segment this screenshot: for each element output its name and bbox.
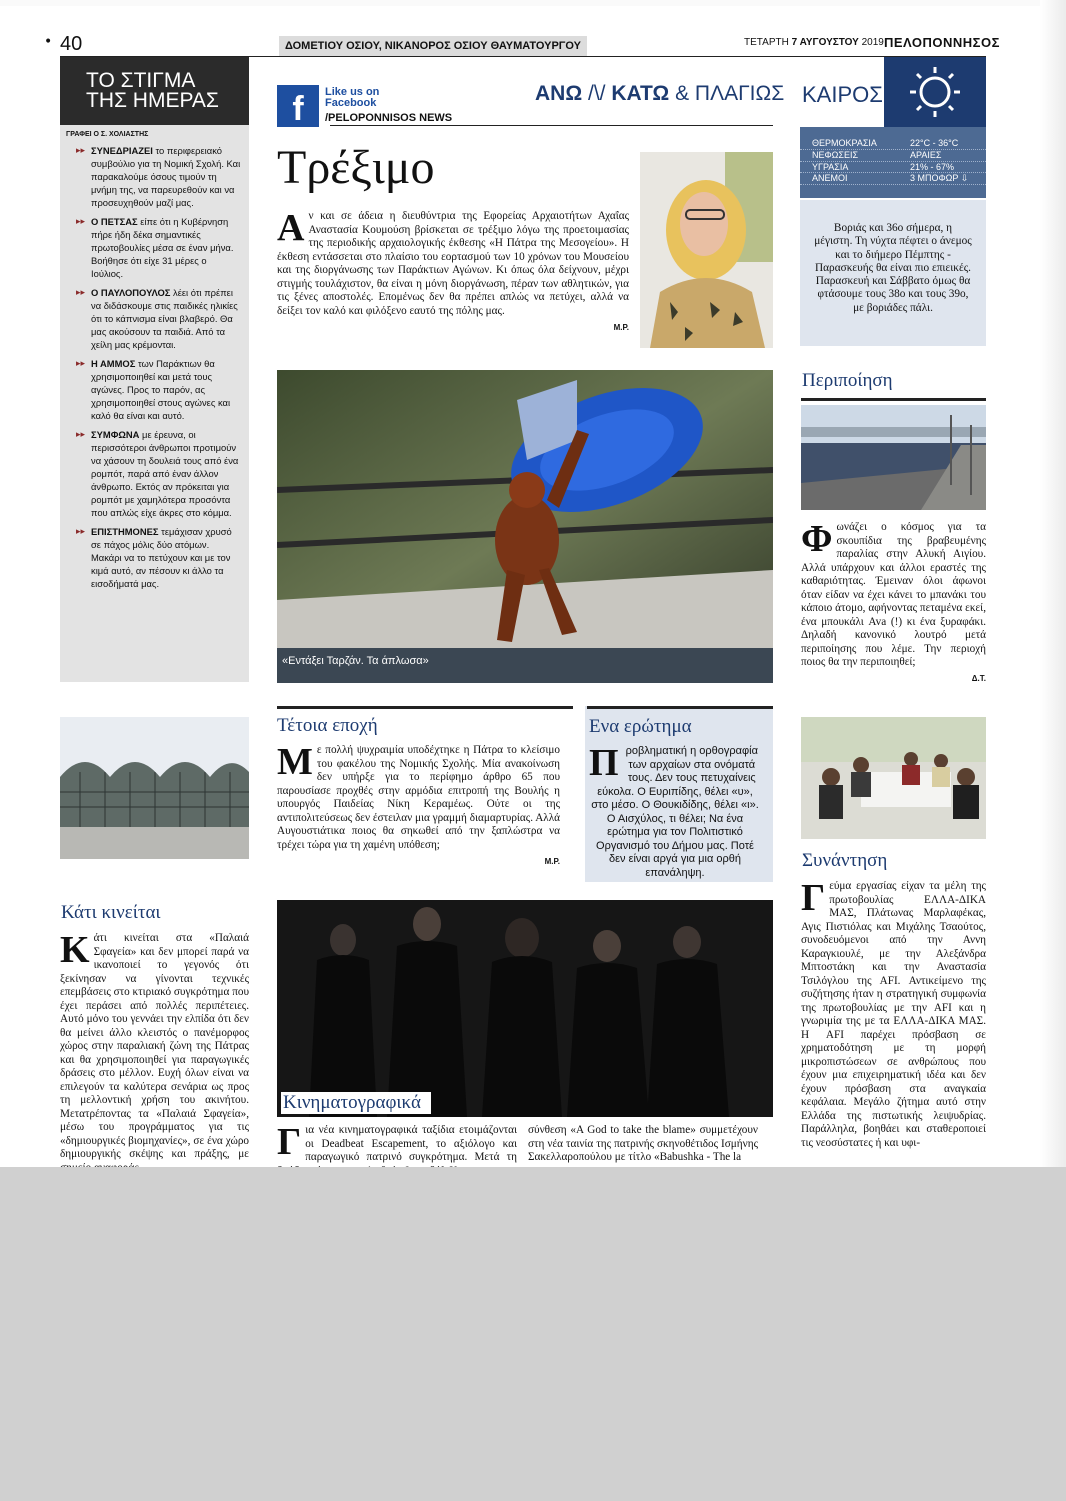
treximo-headline: Τρέξιμο: [277, 141, 435, 194]
section-rule: [277, 706, 573, 709]
section-title: ΑΝΩ /\/ ΚΑΤΩ & ΠΛΑΓΙΩΣ: [535, 82, 785, 105]
section-rule: [330, 125, 773, 126]
facebook-handle: /PELOPONNISOS NEWS: [325, 112, 453, 124]
gossip-item: ▸▸ Ο ΠΕΤΣΑΣ είπε ότι η Κυβέρνηση πήρε ήδη δέκα σημαντικές πρωτοβουλίες μέσα σε έναν μήνα. Βοήθησε ότι είχε 31 μέρες ο Ιούλιος.: [76, 216, 234, 279]
weather-row: ΝΕΦΩΣΕΙΣ ΑΡΑΙΕΣ: [800, 150, 986, 162]
kinimatografika-article-col2: σύνθεση «A God to take the blame» συμμετέχουν στη νέα ταινία της πατρινής σκηνοθέτιδος Ισμήνης Σακελλαροπούλου με τίτλο «Babushka - The la: [528, 1124, 758, 1163]
signature: Δ.Τ.: [971, 673, 986, 683]
synantisi-headline: Συνάντηση: [802, 850, 888, 871]
date: 7 ΑΥΓΟΥΣΤΟΥ: [791, 37, 859, 48]
stigma-title-line1: ΤΟ ΣΤΙΓΜΑ: [86, 69, 196, 92]
dropcap: Α: [277, 207, 305, 249]
dropcap: Κ: [60, 929, 90, 971]
dropcap: Π: [589, 742, 619, 784]
dropcap: Φ: [801, 518, 833, 560]
arrow-bullet-icon: ▸▸: [76, 526, 86, 536]
facebook-like: Like us on Facebook: [325, 86, 380, 109]
arrow-bullet-icon: ▸▸: [76, 145, 86, 155]
dropcap: Γ: [277, 1121, 302, 1163]
section-rule: [801, 398, 986, 401]
gossip-item: ▸▸ ΣΥΜΦΩΝΑ με έρευνα, οι περισσότεροι άνθρωποι προτιμούν να χάσουν τη δουλειά τους από ένα ρομπότ, παρά από έναν άλλον άνθρωπο. Εκτός αν πρόκειται για ρομπότ με χαμηλότερα προσόντα που απλώς είχε άκρες στο κόμμα.: [76, 429, 239, 518]
signature: Μ.Ρ.: [613, 323, 629, 332]
weather-table: [800, 127, 986, 198]
treximo-article: Αν και σε άδεια η διευθύντρια της Εφορείας Αρχαιοτήτων Αχαΐας Αναστασία Κουμούση βρίσκεται σε τρέξιμο λόγω της προετοιμασίας της περιοδικής αρχαιολογικής έκθεσης «Η Πάτρα της Μεσογείου». Η έκθεση εντάσσεται στο πλαίσιο του εορτασμού των 10 χρόνων του Μουσείου και της διοργάνωσης των Παράκτιων Αγώνων. Κι όπως όλα δείχνουν, μέχρι στιγμής τουλάχιστον, θα είναι η μόνη διοργάνωση, πέραν των αθλητικών, για τις ξένες αποστολές. Επομένως δεν θα πρέπει απλώς να πετύχει, αλλά να δείξει τον καλό και φιλόξενο εαυτό της πόλης μας. Μ.Ρ.: [277, 210, 629, 335]
section-rule: [587, 706, 773, 709]
tetoia-article: Με πολλή ψυχραιμία υποδέχτηκε η Πάτρα το κλείσιμο του φακέλου της Νομικής Σχολής. Μία ανακοίνωση δεν υπήρξε για το περίφημο άρθρο 65 που παρουσίασε προχθές στην αρμόδια επιτροπή της Βουλής η υπουργός Παιδείας Νίκη Κεραμέως. Ούτε οι της αντιπολιτεύσεως δεν έστειλαν μια γραμμή διαμαρτυρίας. Αλλά Αυγουστιάτικα ποιος θα σηκωθεί από την ξαπλώστρα να τρέχει τώρα για τη χαμένη υπόθεση; Μ.Ρ.: [277, 744, 560, 869]
gossip-item: ▸▸ Η ΑΜΜΟΣ των Παράκτιων θα χρησιμοποιηθεί και μετά τους αγώνες. Προς το παρόν, ας χρησιμοποιηθεί στους αγώνες και καλό θα είναι και αυτό.: [76, 358, 231, 421]
weather-icon-box: [884, 57, 986, 127]
signature: Μ.Ρ.: [544, 857, 560, 866]
weather-row: ΥΓΡΑΣΙΑ 21% - 67%: [800, 162, 986, 174]
issue-date: [744, 37, 884, 48]
band-photo: [277, 900, 773, 1117]
stigma-column: [60, 125, 249, 682]
arrow-bullet-icon: ▸▸: [76, 358, 86, 368]
weather-forecast: Βοριάς και 36ο σήμερα, η μέγιστη. Τη νύχτα πέφτει ο άνεμος και το διήμερο Πέμπτης - Παρασκευής θα είναι πιο επιεικές. Παρασκευή και Σάββατο όμως θα φτάσουμε τους 38ο και τους 39ο, με βοριάδες πάλι.: [800, 200, 986, 346]
slaughterhouse-photo: [60, 717, 249, 859]
beach-photo: [801, 405, 986, 510]
synantisi-article: Γεύμα εργασίας είχαν τα μέλη της πρωτοβουλίας ΕΛΛΑ-ΔΙΚΑ ΜΑΣ, Πλάτωνας Μαρλαφέκας, Αγις Πιστιόλας και Μιχάλης Τσαούτος, συνοδευόμενοι από την Αννη Καραγκιουλέ, με την Αλεξάνδρα Μπτοστάκη και την Αναστασία Τσιλόγλου της AFI. Αντικείμενο της συζήτησης ήταν η στρατηγική συμφωνία της πρωτοβουλίας με την AFI και η γνωριμία της με τα ΕΛΛΑ-ΔΙΚΑ ΜΑΣ. Η AFI παρέχει πρόσβαση σε χρηματοδότηση με τη μορφή μικροπιστώσεων σε ανθρώπους που έχουν μια επιχειρηματική ιδέα και δεν έχουν πρόσβαση στα αναγκαία κεφάλαια. Μεγάλο ζήτημα αυτό στην Ελλάδα της πιστωτικής λειψυδρίας. Παράλληλα, βοηθάει και σταθεροποιεί τις νεοσύστατες ή και υφι-: [801, 877, 986, 1149]
scan-edge-shade: [1040, 0, 1066, 1167]
saints-of-day: ΔΟΜΕΤΙΟΥ ΟΣΙΟΥ, ΝΙΚΑΝΟΡΟΣ ΟΣΙΟΥ ΘΑΥΜΑΤΟΥΡΓΟΥ: [279, 36, 587, 56]
stigma-title-line2: ΤΗΣ ΗΜΕΡΑΣ: [86, 89, 219, 112]
arrow-bullet-icon: ▸▸: [76, 287, 86, 297]
gossip-item: ▸▸ ΕΠΙΣΤΗΜΟΝΕΣ τεμάχισαν χρυσό σε πάχος μόλις δύο ατόμων. Μακάρι να το πετύχουν και με τον κιμά αυτό, αν πέσουν κι άλλο τα εισοδήματά μας.: [76, 526, 232, 589]
weather-row: ΑΝΕΜΟΙ 3 ΜΠΟΦΩΡ ⇩: [800, 173, 986, 185]
sun-icon: [884, 57, 986, 127]
weather-title: ΚΑΙΡΟΣ: [802, 82, 883, 107]
kati-article: Κάτι κινείται στα «Παλαιά Σφαγεία» και δεν μπορεί παρά να ικανοποιεί το γεγονός ότι ξεκίνησαν να γίνονται τεχνικές επεμβάσεις στο κτιριακό συγκρότημα που έχει περάσει από πολλές περιπέτειες. Αυτό μόνο του γεννάει την ελπίδα ότι δεν θα μείνει άλλο κλειστός ο πανέμορφος χώρος στην παραλιακή ζώνη της Πάτρας και θα χρησιμοποιηθεί για παραγωγικές δράσεις στο μέλλον. Ευχή όλων είναι να επιλεγούν τα καλύτερα σενάρια ως προς τη μελλοντική χρήση του ακινήτου. Μετατρέποντας τα «Παλαιά Σφαγεία», μέσω του προγράμματος για τις «δημιουργικές βιομηχανίες», σε ένα χώρο δημιουργικής σκέψης και πράξης, με: [60, 929, 249, 1160]
photo-caption: «Εντάξει Ταρζάν. Τα άπλωσα»: [282, 655, 429, 667]
erotima-headline: Ενα ερώτημα: [589, 716, 692, 737]
facebook-icon: f: [277, 85, 319, 127]
kinimatografika-article-col1: Για νέα κινηματογραφικά ταξίδια ετοιμάζονται οι Deadbeat Escapement, το αξιόλογο και παραγωγικό πατρινό συγκρότημα. Μετά τη: [277, 1121, 517, 1163]
stigma-header: [60, 57, 249, 125]
gossip-item: ▸▸ Ο ΠΑΥΛΟΠΟΥΛΟΣ λέει ότι πρέπει να διδάσκουμε στις παιδικές ηλικίες ότι το κάπνισμα είναι βλαβερό. Θα μας ακούσουν τα παιδιά. Από τα χείλη μας κρέμονται.: [76, 287, 238, 350]
tetoia-headline: Τέτοια εποχή: [277, 715, 378, 736]
page-mark: •: [44, 34, 53, 50]
newspaper-name: ΠΕΛΟΠΟΝΝΗΣΟΣ: [884, 35, 1000, 50]
weekday: ΤΕΤΑΡΤΗ: [744, 37, 789, 48]
page-number: 40: [60, 33, 83, 55]
scan-blank-area: [0, 1167, 1066, 1501]
dropcap: Μ: [277, 741, 313, 783]
dropcap: Γ: [801, 877, 826, 919]
portrait-photo: [640, 152, 773, 348]
peripoiisi-article: Φωνάζει ο κόσμος για τα σκουπίδια της βραβευμένης παραλίας στην Αλυκή Αιγίου. Αλλά υπάρχουν και άλλοι εραστές της καθαριότητας. Έμειναν όλοι άφωνοι όταν είδαν να έχει κάνει το μπανάκι του κάποιο άτομο, αφήνοντας πεταμένα εκεί, ένα μπουκάλι Ava (!) κι ένα ξυραφάκι. Δηλαδή κανονικό λουτρό μετά περιποίησης που λέμε. Την περιοχή ποιος θα την περιποιηθεί; Δ.Τ.: [801, 521, 986, 685]
arrow-bullet-icon: ▸▸: [76, 216, 86, 226]
peripoiisi-headline: Περιποίηση: [802, 370, 893, 391]
kinimatografika-headline: Κινηματογραφικά: [281, 1092, 431, 1114]
erotima-article: Προβληματική η ορθογραφία των αρχαίων στα ονόματά τους. Δεν τους πετυχαίνεις εύκολα. Ο Ευριπίδης, θέλει «υ», στο μέσο. Ο Θουκιδίδης, θέλει «ι». Ο Αισχύλος, τι θέλει; Να ένα ερώτημα για τον Πολιτιστικό Οργανισμό του Δήμου μας. Ποτέ δεν είναι αργά για μια ορθή επανάληψη.: [589, 742, 759, 879]
orangutan-photo: [277, 370, 773, 683]
gossip-item: ▸▸ ΣΥΝΕΔΡΙΑΖΕΙ το περιφερειακό συμβούλιο για τη Νομική Σχολή. Και παρακαλούμε όσους τιμούν τη μνήμη της, να παρευρεθούν και να προσευχηθούν μαζί μας.: [76, 145, 241, 208]
year: 2019: [861, 37, 884, 48]
weather-row: ΘΕΡΜΟΚΡΑΣΙΑ 22°C - 36°C: [800, 138, 986, 150]
kati-headline: Κάτι κινείται: [61, 902, 161, 923]
arrow-bullet-icon: ▸▸: [76, 429, 86, 439]
meeting-photo: [801, 717, 986, 839]
stigma-byline: ΓΡΑΦΕΙ Ο Σ. ΧΟΛΙΑΣΤΗΣ: [66, 131, 149, 138]
